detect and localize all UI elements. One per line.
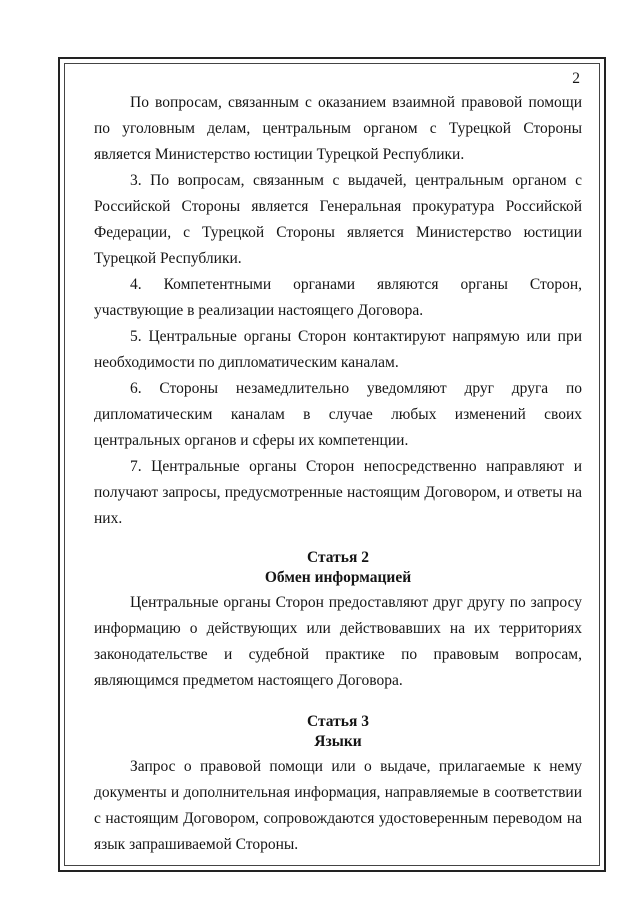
page-number: 2 (572, 70, 580, 87)
article-2-number: Статья 2 (307, 549, 369, 566)
paragraph-7: 7. Центральные органы Сторон непосредственно направляют и получают запросы, предусмотренные настоящим Договором, и ответы на них. (94, 458, 582, 527)
article-2-text: Центральные органы Сторон предоставляют друг другу по запросу информацию о действующих или действовавших на их территориях законодательстве и судебной практике по правовым вопросам, являющимся предметом настоящего Договора. (94, 594, 582, 689)
article-3-text: Запрос о правовой помощи или о выдаче, прилагаемые к нему документы и дополнительная информация, направляемые в соответствии с настоящим Договором, сопровождаются удостоверенным переводом на язык запрашиваемой Стороны. (94, 758, 582, 853)
article-3-number: Статья 3 (307, 713, 369, 730)
paragraph-central-authority-turkey: По вопросам, связанным с оказанием взаимной правовой помощи по уголовным делам, центральным органом с Турецкой Стороны является Министерство юстиции Турецкой Республики. (94, 94, 582, 163)
paragraph-3: 3. По вопросам, связанным с выдачей, центральным органом с Российской Стороны является Генеральная прокуратура Российской Федерации, с Турецкой Стороны является Министерство юстиции Турецкой Республики. (94, 172, 582, 267)
paragraph-5: 5. Центральные органы Сторон контактируют напрямую или при необходимости по дипломатическим каналам. (94, 328, 582, 371)
document-page (94, 68, 582, 858)
article-2-title: Обмен информацией (264, 569, 412, 586)
paragraph-4: 4. Компетентными органами являются органы Сторон, участвующие в реализации настоящего Договора. (94, 276, 582, 319)
paragraph-6: 6. Стороны незамедлительно уведомляют друг друга по дипломатическим каналам в случае любых изменений своих центральных органов и сферы их компетенции. (94, 380, 582, 449)
article-3-title: Языки (314, 733, 362, 750)
